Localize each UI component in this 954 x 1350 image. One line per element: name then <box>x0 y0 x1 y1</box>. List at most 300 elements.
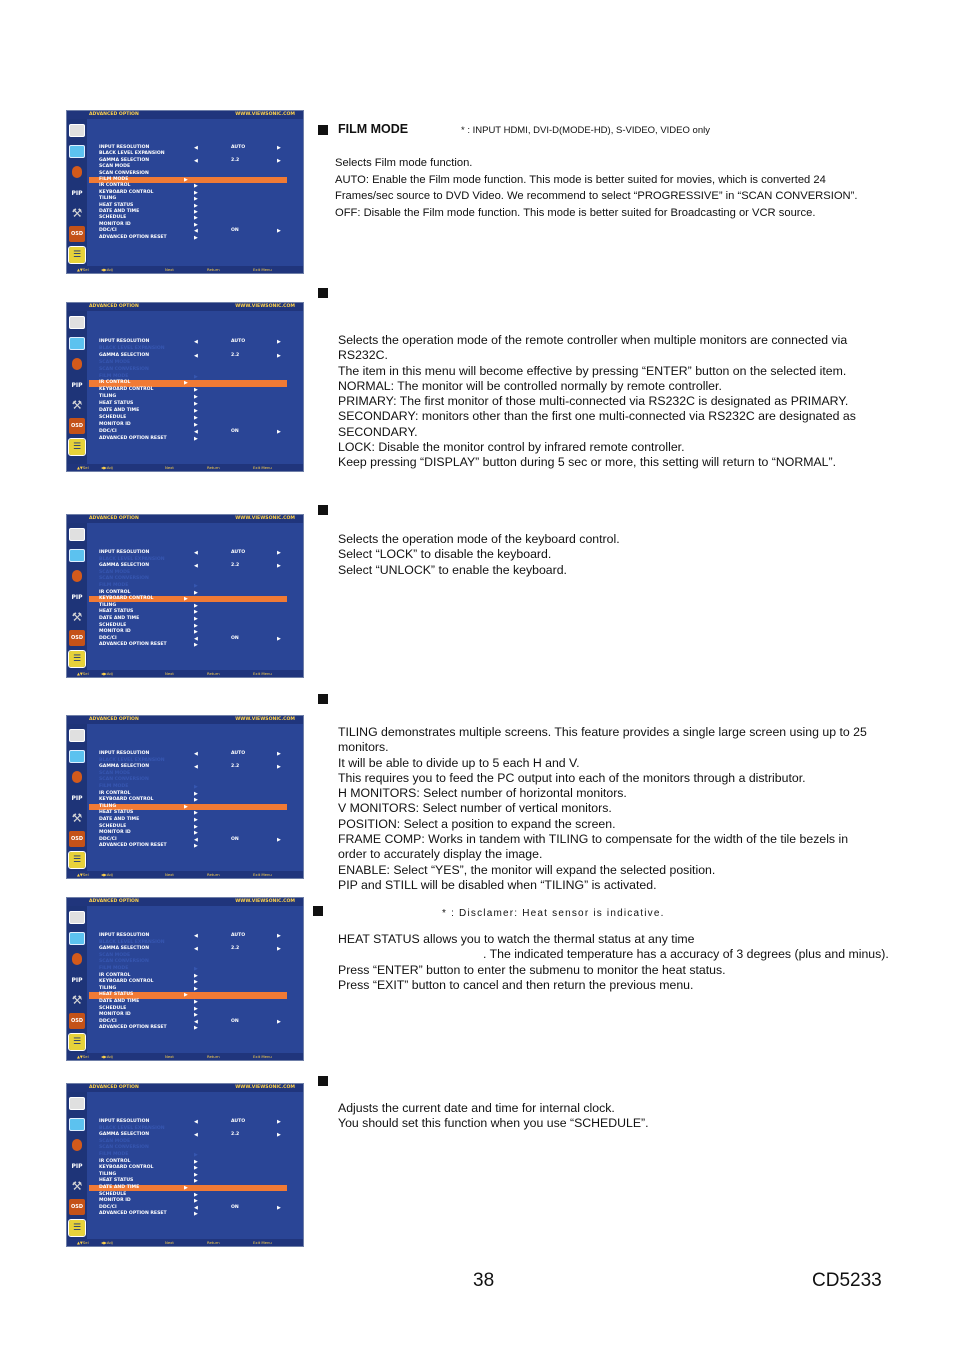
osd-footer-adj: ◀▶ Adj <box>101 671 113 676</box>
text-line: FRAME COMP: Works in tandem with TILING to compensate for the width of the tile bezels in <box>338 832 849 847</box>
pip-icon: PIP <box>71 1162 83 1170</box>
osd-menu-item-label: BLACK LEVEL EXPANSION <box>99 757 165 763</box>
osd-menu-item[interactable]: TILING ▶ <box>99 985 198 992</box>
osd-menu-item[interactable]: DATE AND TIME ▶ <box>89 1185 287 1191</box>
osd-menu-item[interactable]: GAMMA SELECTION ◀ 2.2 ▶ <box>99 764 281 771</box>
osd-menu-item[interactable]: TILING ▶ <box>99 1171 198 1178</box>
osd-menu-item[interactable]: ADVANCED OPTION RESET ▶ <box>99 843 198 850</box>
osd-menu-item[interactable] <box>99 758 289 764</box>
osd-footer-exit: Exit Menu <box>253 267 272 272</box>
osd-menu-item-label: IR CONTROL <box>99 183 131 189</box>
tool-icon: ⚒ <box>71 398 83 412</box>
osd-menu-item-label: SCHEDULE <box>99 823 127 829</box>
osd-footer <box>67 1053 303 1060</box>
text-line: Press “ENTER” button to enter the submenu to monitor the heat status. <box>338 962 726 977</box>
osd-menu-item-label: DATE AND TIME <box>99 999 140 1004</box>
osd-menu-item[interactable]: FILM MODE ▶ <box>99 1152 198 1158</box>
pip-icon: PIP <box>71 593 83 601</box>
osd-footer-exit: Exit Menu <box>253 1054 272 1059</box>
osd-footer <box>67 266 303 273</box>
osd-menu-item[interactable]: FILM MODE ▶ <box>99 966 198 972</box>
text-line: H MONITORS: Select number of horizontal monitors. <box>338 786 627 801</box>
osd-menu-item-label: TILING <box>99 803 117 809</box>
osd-menu-item[interactable]: IR CONTROL ▶ <box>99 1158 198 1165</box>
text-line: Keep pressing “DISPLAY” button during 5 sec or more, this setting will return to “NORMAL”. <box>338 455 836 470</box>
osd-menu-item-label: FILM MODE <box>99 177 129 182</box>
osd-menu-item[interactable] <box>99 1145 289 1151</box>
text-line: SECONDARY: monitors other than the first one multi-connected via RS232C are designated as <box>338 409 856 424</box>
osd-menu-item-label: DATE AND TIME <box>99 408 140 413</box>
osd-value: 2.2 <box>231 352 240 358</box>
picture-icon <box>69 143 85 159</box>
osd-menu-item-label: SCAN MODE <box>99 1138 131 1144</box>
osd-menu-item[interactable]: KEYBOARD CONTROL ▶ <box>99 1165 198 1172</box>
film-mode-input-note: * : INPUT HDMI, DVI-D(MODE-HD), S-VIDEO, VIDEO only <box>461 125 710 136</box>
osd-menu-item[interactable]: SCHEDULE ▶ <box>99 823 198 830</box>
osd-menu-item-label: GAMMA SELECTION <box>99 352 150 358</box>
osd-value: 2.2 <box>231 1132 240 1138</box>
osd-value: ON <box>231 635 239 641</box>
section-bullet <box>318 125 328 135</box>
osd-menu-item[interactable]: KEYBOARD CONTROL ▶ <box>89 596 287 602</box>
osd-menu-item[interactable]: DDC/CI ◀ ON ▶ <box>99 836 281 843</box>
section-bullet <box>318 505 328 515</box>
osd-menu-item[interactable]: DATE AND TIME ▶ <box>99 616 198 622</box>
advanced-option-icon: ☰ <box>69 651 85 667</box>
osd-menu-item[interactable]: SCHEDULE ▶ <box>99 1191 198 1198</box>
osd-value: AUTO <box>231 145 246 150</box>
osd-menu-item[interactable]: HEAT STATUS ▶ <box>99 810 198 817</box>
page-number: 38 <box>473 1270 495 1291</box>
osd-menu-item[interactable]: FILM MODE ▶ <box>99 784 198 790</box>
osd-menu-item-label: GAMMA SELECTION <box>99 563 150 569</box>
osd-menu-item-label: SCAN MODE <box>99 164 131 170</box>
osd-menu-item-label: MONITOR ID <box>99 629 131 635</box>
osd-value: 2.2 <box>231 764 240 770</box>
osd-menu-item[interactable]: MONITOR ID ▶ <box>99 1012 198 1019</box>
text-line: Select “UNLOCK” to enable the keyboard. <box>338 562 567 577</box>
osd-menu-item[interactable]: INPUT RESOLUTION ◀ AUTO ▶ <box>99 145 281 151</box>
osd-menu-item-label: HEAT STATUS <box>99 401 134 407</box>
osd-menu-item-label: FILM MODE <box>99 583 129 588</box>
osd-menu-item-label: BLACK LEVEL EXPANSION <box>99 151 165 157</box>
osd-menu-item[interactable]: MONITOR ID ▶ <box>99 1198 198 1205</box>
osd-menu-item-label: HEAT STATUS <box>99 609 134 615</box>
audio-icon <box>69 164 85 180</box>
advanced-option-icon: ☰ <box>69 852 85 868</box>
text-line: order to accurately display the image. <box>338 847 543 862</box>
osd-value: AUTO <box>231 339 246 344</box>
osd-menu-item[interactable] <box>99 1126 289 1132</box>
osd-menu-item[interactable]: DDC/CI ◀ ON ▶ <box>99 228 281 235</box>
tiling-description <box>338 725 867 893</box>
audio-icon <box>69 568 85 584</box>
osd-menu-item[interactable]: KEYBOARD CONTROL ▶ <box>99 387 198 394</box>
text-line: It will be able to divide up to 5 each H and V. <box>338 755 580 770</box>
osd-menu-item[interactable]: INPUT RESOLUTION ◀ AUTO ▶ <box>99 339 281 345</box>
osd-footer-exit: Exit Menu <box>253 465 272 470</box>
text-line: SECONDARY. <box>338 424 418 439</box>
osd-value: ON <box>231 1018 239 1024</box>
osd-menu-item[interactable]: ADVANCED OPTION RESET ▶ <box>99 234 198 241</box>
osd-menu-item[interactable] <box>99 346 289 352</box>
osd-menu-item-label: DATE AND TIME <box>99 616 140 621</box>
osd-menu-item-label: FILM MODE <box>99 784 129 789</box>
osd-menu-item-label: TILING <box>99 985 117 991</box>
osd-menu-item-label: INPUT RESOLUTION <box>99 145 150 150</box>
osd-menu-item-label: KEYBOARD CONTROL <box>99 1165 154 1171</box>
osd-menu-item-label: BLACK LEVEL EXPANSION <box>99 939 165 945</box>
osd-menu-item[interactable]: KEYBOARD CONTROL ▶ <box>99 979 198 986</box>
osd-menu-item[interactable]: KEYBOARD CONTROL ▶ <box>99 189 198 196</box>
osd-menu-item[interactable]: INPUT RESOLUTION ◀ AUTO ▶ <box>99 550 281 556</box>
osd-menu-item-label: SCAN CONVERSION <box>99 959 149 965</box>
osd-value: AUTO <box>231 751 246 756</box>
osd-menu-item[interactable]: TILING ▶ <box>99 602 198 609</box>
osd-menu-item-label: HEAT STATUS <box>99 810 134 816</box>
keyboard-control-description <box>338 532 620 578</box>
osd-menu-item-label: ADVANCED OPTION RESET <box>99 843 167 849</box>
osd-menu-item[interactable]: GAMMA SELECTION ◀ 2.2 ▶ <box>99 946 281 953</box>
osd-footer-sel: ▲▼ Sel <box>77 465 89 470</box>
osd-title-bar <box>67 515 303 523</box>
osd-menu-item[interactable]: MONITOR ID ▶ <box>99 830 198 837</box>
audio-icon <box>69 356 85 372</box>
osd-footer-sel: ▲▼ Sel <box>77 872 89 877</box>
osd-menu-item-label: INPUT RESOLUTION <box>99 933 150 938</box>
osd-menu-item[interactable]: GAMMA SELECTION ◀ 2.2 ▶ <box>99 352 281 359</box>
osd-menu-item-label: SCAN CONVERSION <box>99 1145 149 1151</box>
osd-menu-item-label: GAMMA SELECTION <box>99 764 150 770</box>
osd-menu-item-label: SCAN MODE <box>99 952 131 958</box>
osd-menu-item-label: IR CONTROL <box>99 972 131 978</box>
osd-menu-item[interactable] <box>99 940 289 946</box>
osd-footer-return: Return <box>207 465 220 470</box>
picture-icon <box>69 930 85 946</box>
osd-menu-item[interactable]: INPUT RESOLUTION ◀ AUTO ▶ <box>99 751 281 757</box>
osd-menu-item[interactable]: DATE AND TIME ▶ <box>99 817 198 823</box>
section-bullet <box>318 1076 328 1086</box>
text-line: V MONITORS: Select number of vertical monitors. <box>338 801 612 816</box>
osd-icon: OSD <box>69 418 85 434</box>
osd-menu-item[interactable]: SCHEDULE ▶ <box>99 1005 198 1012</box>
osd-footer-next: Next <box>165 1240 174 1245</box>
osd-menu-item-label: GAMMA SELECTION <box>99 946 150 952</box>
osd-menu-item-label: DDC/CI <box>99 836 117 842</box>
osd-menu-item[interactable] <box>99 171 289 177</box>
date-and-time-description <box>338 1101 649 1132</box>
osd-footer-next: Next <box>165 671 174 676</box>
osd-menu-item-label: ADVANCED OPTION RESET <box>99 234 167 240</box>
osd-value: 2.2 <box>231 157 240 163</box>
osd-menu-item[interactable]: FILM MODE ▶ <box>99 373 198 380</box>
osd-menu-item-label: DDC/CI <box>99 428 117 434</box>
osd-menu-film-mode <box>66 110 304 274</box>
osd-menu-item[interactable]: DATE AND TIME ▶ <box>99 999 198 1005</box>
osd-menu-item[interactable]: DDC/CI ◀ ON ▶ <box>99 635 281 642</box>
osd-value: AUTO <box>231 1119 246 1124</box>
osd-menu-item[interactable]: HEAT STATUS ▶ <box>99 401 198 408</box>
osd-menu-item-label: MONITOR ID <box>99 1198 131 1204</box>
osd-menu-item-label: MONITOR ID <box>99 1012 131 1018</box>
pip-icon: PIP <box>71 976 83 984</box>
osd-menu-item-label: FILM MODE <box>99 373 129 379</box>
osd-menu-item-label: KEYBOARD CONTROL <box>99 189 154 195</box>
audio-icon <box>69 769 85 785</box>
section-bullet <box>318 288 328 298</box>
osd-menu-item-label: SCAN CONVERSION <box>99 576 149 582</box>
model-name: CD5233 <box>812 1270 882 1291</box>
osd-menu-item[interactable]: HEAT STATUS ▶ <box>99 1178 198 1185</box>
osd-menu-item-label: GAMMA SELECTION <box>99 1132 150 1138</box>
osd-menu-item-label: HEAT STATUS <box>99 1178 134 1184</box>
osd-menu-item[interactable]: SCHEDULE ▶ <box>99 622 198 629</box>
osd-menu-item-label: SCAN CONVERSION <box>99 366 149 372</box>
osd-menu-item[interactable]: HEAT STATUS ▶ <box>89 992 287 998</box>
picture-icon <box>69 748 85 764</box>
text-line: Selects Film mode function. <box>335 157 473 169</box>
pip-icon: PIP <box>71 794 83 802</box>
osd-menu-item[interactable]: SCHEDULE ▶ <box>99 215 198 222</box>
ir-control-description <box>338 333 856 471</box>
osd-value: ON <box>231 836 239 842</box>
tool-icon: ⚒ <box>71 811 83 825</box>
osd-menu-keyboard-control <box>66 514 304 678</box>
osd-menu-item[interactable]: HEAT STATUS ▶ <box>99 202 198 209</box>
osd-url: WWW.VIEWSONIC.COM <box>235 304 295 309</box>
osd-menu-item[interactable]: DDC/CI ◀ ON ▶ <box>99 1018 281 1025</box>
osd-menu-item-label: DATE AND TIME <box>99 209 140 214</box>
picture-icon <box>69 1116 85 1132</box>
osd-side-icons <box>67 311 87 464</box>
text-line: OFF: Disable the Film mode function. This mode is better suited for Broadcasting or VCR source. <box>335 206 816 219</box>
osd-menu-item[interactable]: GAMMA SELECTION ◀ 2.2 ▶ <box>99 1132 281 1139</box>
osd-menu-item-label: MONITOR ID <box>99 830 131 836</box>
osd-side-icons <box>67 724 87 871</box>
audio-icon <box>69 1137 85 1153</box>
osd-menu-item-label: DDC/CI <box>99 228 117 234</box>
text-line: TILING demonstrates multiple screens. This feature provides a single large screen using up to 25 <box>338 725 867 739</box>
osd-url: WWW.VIEWSONIC.COM <box>235 899 295 904</box>
osd-menu-item-label: DDC/CI <box>99 635 117 641</box>
osd-menu-item[interactable]: MONITOR ID ▶ <box>99 421 198 428</box>
menu-icon <box>69 1095 85 1111</box>
osd-menu-item-label: IR CONTROL <box>99 1158 131 1164</box>
osd-icon: OSD <box>69 1013 85 1029</box>
osd-menu-item[interactable]: DATE AND TIME ▶ <box>99 408 198 414</box>
osd-menu-item-label: HEAT STATUS <box>99 992 134 998</box>
osd-title: ADVANCED OPTION <box>89 1085 139 1090</box>
osd-title-bar <box>67 111 303 119</box>
osd-menu-item[interactable]: ADVANCED OPTION RESET ▶ <box>99 1025 198 1032</box>
osd-title: ADVANCED OPTION <box>89 516 139 521</box>
tool-icon: ⚒ <box>71 610 83 624</box>
osd-side-icons <box>67 906 87 1053</box>
text-line: RS232C. <box>338 348 388 363</box>
text-line: HEAT STATUS allows you to watch the thermal status at any time <box>338 932 695 946</box>
osd-title: ADVANCED OPTION <box>89 717 139 722</box>
osd-footer-adj: ◀▶ Adj <box>101 872 113 877</box>
osd-menu-item-label: TILING <box>99 394 117 400</box>
osd-menu-item-label: SCAN CONVERSION <box>99 777 149 783</box>
osd-value: AUTO <box>231 550 246 555</box>
osd-menu-item-label: IR CONTROL <box>99 589 131 595</box>
osd-menu-item[interactable]: TILING ▶ <box>99 394 198 401</box>
osd-menu-item[interactable]: IR CONTROL ▶ <box>99 972 198 979</box>
advanced-option-icon: ☰ <box>69 1220 85 1236</box>
osd-menu-item-label: BLACK LEVEL EXPANSION <box>99 345 165 351</box>
osd-footer-sel: ▲▼ Sel <box>77 1240 89 1245</box>
osd-menu-item-label: INPUT RESOLUTION <box>99 751 150 756</box>
osd-menu-item[interactable]: FILM MODE ▶ <box>99 583 198 589</box>
picture-icon <box>69 547 85 563</box>
tool-icon: ⚒ <box>71 206 83 220</box>
osd-menu-item[interactable]: IR CONTROL ▶ <box>99 183 198 190</box>
advanced-option-icon: ☰ <box>69 247 85 263</box>
film-mode-description <box>335 155 857 221</box>
osd-menu-item-label: KEYBOARD CONTROL <box>99 797 154 803</box>
text-line: Selects the operation mode of the remote controller when multiple monitors are connected via <box>338 333 848 347</box>
osd-menu-item-label: KEYBOARD CONTROL <box>99 387 154 393</box>
osd-footer-adj: ◀▶ Adj <box>101 465 113 470</box>
osd-menu-item[interactable]: DDC/CI ◀ ON ▶ <box>99 428 281 435</box>
osd-footer-return: Return <box>207 872 220 877</box>
osd-menu-item-label: GAMMA SELECTION <box>99 157 150 163</box>
text-line: LOCK: Disable the monitor control by infrared remote controller. <box>338 440 685 455</box>
osd-menu-item[interactable]: ADVANCED OPTION RESET ▶ <box>99 435 198 442</box>
osd-footer <box>67 670 303 677</box>
osd-side-icons <box>67 119 87 266</box>
osd-menu-item-label: BLACK LEVEL EXPANSION <box>99 1125 165 1131</box>
text-line: Select “LOCK” to disable the keyboard. <box>338 547 552 562</box>
menu-icon <box>69 727 85 743</box>
osd-menu-item[interactable]: TILING ▶ <box>89 804 287 810</box>
osd-menu-item-label: INPUT RESOLUTION <box>99 339 150 344</box>
osd-menu-tiling <box>66 715 304 879</box>
osd-menu-heat-status <box>66 897 304 1061</box>
osd-icon: OSD <box>69 831 85 847</box>
osd-menu-item-label: KEYBOARD CONTROL <box>99 596 154 602</box>
osd-menu-item-label: ADVANCED OPTION RESET <box>99 642 167 648</box>
osd-menu-item[interactable] <box>99 576 289 582</box>
osd-footer-next: Next <box>165 465 174 470</box>
osd-menu-item-label: KEYBOARD CONTROL <box>99 979 154 985</box>
osd-menu-date-and-time <box>66 1083 304 1247</box>
osd-menu-item[interactable]: MONITOR ID ▶ <box>99 221 198 228</box>
osd-menu-item[interactable] <box>99 367 289 373</box>
text-line: You should set this function when you use “SCHEDULE”. <box>338 1116 649 1131</box>
osd-menu-item[interactable]: SCHEDULE ▶ <box>99 414 198 421</box>
osd-menu-item-label: IR CONTROL <box>99 380 131 386</box>
osd-menu-item-label: DDC/CI <box>99 1204 117 1210</box>
menu-icon <box>69 122 85 138</box>
osd-menu-item[interactable]: DATE AND TIME ▶ <box>99 209 198 215</box>
osd-menu-item[interactable]: MONITOR ID ▶ <box>99 629 198 636</box>
osd-footer <box>67 1239 303 1246</box>
osd-menu-item[interactable]: HEAT STATUS ▶ <box>99 609 198 616</box>
osd-menu-item[interactable] <box>99 164 289 170</box>
osd-footer-return: Return <box>207 671 220 676</box>
osd-menu-item[interactable]: GAMMA SELECTION ◀ 2.2 ▶ <box>99 157 281 164</box>
osd-menu-item[interactable]: IR CONTROL ▶ <box>99 790 198 797</box>
tool-icon: ⚒ <box>71 993 83 1007</box>
text-line: POSITION: Select a position to expand the screen. <box>338 816 616 831</box>
osd-menu-item-label: INPUT RESOLUTION <box>99 1119 150 1124</box>
osd-menu-item-label: SCHEDULE <box>99 414 127 420</box>
text-line: . The indicated temperature has a accuracy of 3 degrees (plus and minus). <box>483 947 889 962</box>
osd-footer-adj: ◀▶ Adj <box>101 267 113 272</box>
osd-menu-item[interactable] <box>99 557 289 563</box>
osd-menu-item-label: ADVANCED OPTION RESET <box>99 1211 167 1217</box>
osd-title-bar <box>67 898 303 906</box>
osd-menu-item[interactable]: TILING ▶ <box>99 196 198 203</box>
section-bullet <box>318 694 328 704</box>
pip-icon: PIP <box>71 189 83 197</box>
osd-menu-item-label: ADVANCED OPTION RESET <box>99 1025 167 1031</box>
osd-menu-item-label: DATE AND TIME <box>99 817 140 822</box>
osd-menu-item[interactable]: ADVANCED OPTION RESET ▶ <box>99 642 198 649</box>
osd-footer-exit: Exit Menu <box>253 872 272 877</box>
osd-url: WWW.VIEWSONIC.COM <box>235 717 295 722</box>
osd-menu-item[interactable]: ADVANCED OPTION RESET ▶ <box>99 1211 198 1218</box>
osd-menu-item-label: ADVANCED OPTION RESET <box>99 435 167 441</box>
osd-menu-item[interactable]: FILM MODE ▶ <box>89 177 287 183</box>
audio-icon <box>69 951 85 967</box>
osd-menu-item[interactable]: KEYBOARD CONTROL ▶ <box>99 797 198 804</box>
osd-footer-exit: Exit Menu <box>253 1240 272 1245</box>
osd-menu-item[interactable]: GAMMA SELECTION ◀ 2.2 ▶ <box>99 563 281 570</box>
text-line: PIP and STILL will be disabled when “TILING” is activated. <box>338 877 657 892</box>
osd-menu-item[interactable]: IR CONTROL ▶ <box>99 589 198 596</box>
osd-icon: OSD <box>69 1199 85 1215</box>
osd-menu-item[interactable]: INPUT RESOLUTION ◀ AUTO ▶ <box>99 933 281 939</box>
osd-footer-return: Return <box>207 267 220 272</box>
text-line: monitors. <box>338 740 389 755</box>
osd-footer <box>67 871 303 878</box>
osd-menu-item-label: SCHEDULE <box>99 215 127 221</box>
osd-menu-item[interactable] <box>99 777 289 783</box>
osd-menu-item[interactable]: DDC/CI ◀ ON ▶ <box>99 1204 281 1211</box>
osd-value: ON <box>231 1204 239 1210</box>
osd-title: ADVANCED OPTION <box>89 899 139 904</box>
osd-footer-exit: Exit Menu <box>253 671 272 676</box>
osd-menu-item-label: SCAN CONVERSION <box>99 170 149 176</box>
osd-menu-item[interactable] <box>99 959 289 965</box>
osd-side-icons <box>67 523 87 670</box>
advanced-option-icon: ☰ <box>69 1034 85 1050</box>
osd-value: ON <box>231 428 239 434</box>
text-line: The item in this menu will become effective by pressing “ENTER” button on the selected item. <box>338 363 847 378</box>
osd-footer <box>67 464 303 471</box>
osd-title-bar <box>67 716 303 724</box>
osd-menu-item-label: BLACK LEVEL EXPANSION <box>99 556 165 562</box>
osd-title: ADVANCED OPTION <box>89 304 139 309</box>
osd-menu-item[interactable] <box>99 360 289 366</box>
menu-icon <box>69 314 85 330</box>
osd-menu-item-label: SCAN MODE <box>99 770 131 776</box>
osd-menu-item[interactable] <box>99 151 289 157</box>
osd-menu-item-label: IR CONTROL <box>99 790 131 796</box>
tool-icon: ⚒ <box>71 1179 83 1193</box>
osd-menu-item[interactable]: INPUT RESOLUTION ◀ AUTO ▶ <box>99 1119 281 1125</box>
osd-menu-item-label: TILING <box>99 196 117 202</box>
text-line: Press “EXIT” button to cancel and then return the previous menu. <box>338 977 694 992</box>
osd-menu-item-label: HEAT STATUS <box>99 202 134 208</box>
osd-menu-item-label: FILM MODE <box>99 966 129 971</box>
osd-footer-adj: ◀▶ Adj <box>101 1240 113 1245</box>
osd-menu-item[interactable]: IR CONTROL ▶ <box>89 380 287 386</box>
osd-footer-next: Next <box>165 267 174 272</box>
